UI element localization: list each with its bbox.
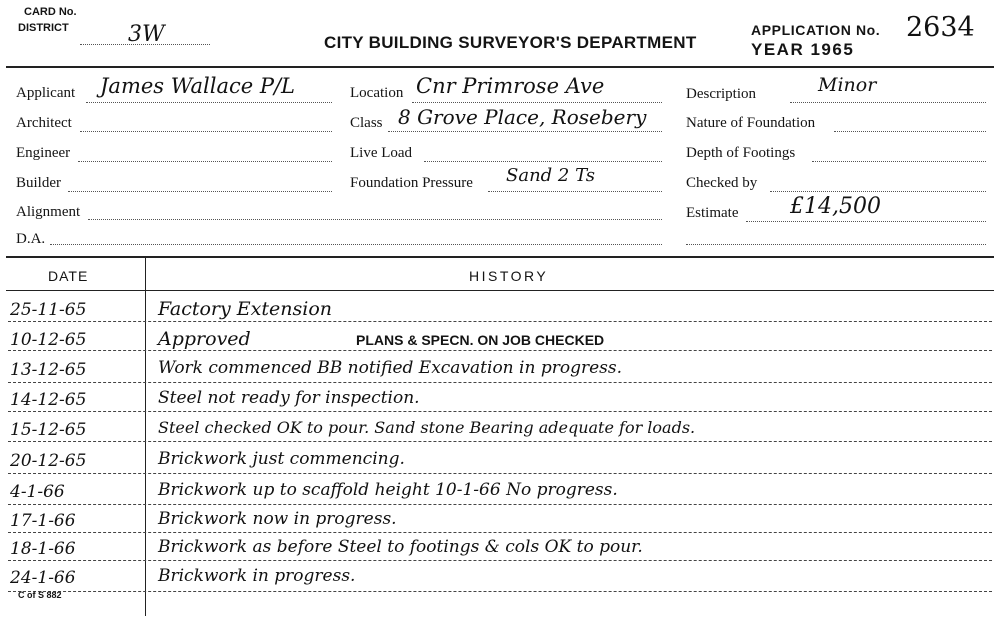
engineer-label: Engineer bbox=[16, 145, 71, 161]
class-value: 8 Grove Place, Rosebery bbox=[398, 105, 647, 129]
foundation-pressure-line bbox=[488, 191, 662, 192]
history-entry: Brickwork just commencing. bbox=[158, 449, 405, 469]
district-label: DISTRICT bbox=[18, 22, 69, 34]
application-number: 2634 bbox=[906, 12, 975, 43]
history-date: 14-12-65 bbox=[10, 390, 87, 410]
estimate-value: £14,500 bbox=[790, 194, 881, 219]
description-line bbox=[790, 102, 986, 103]
description-label: Description bbox=[686, 86, 756, 102]
right-blank-line bbox=[686, 244, 986, 245]
form-code: C of S 882 bbox=[18, 590, 62, 600]
history-date: 4-1-66 bbox=[10, 482, 65, 502]
history-date: 18-1-66 bbox=[10, 539, 76, 559]
history-date: 25-11-65 bbox=[10, 300, 87, 320]
year-label: YEAR 1965 bbox=[751, 40, 855, 59]
row-rule bbox=[8, 441, 992, 442]
date-column-header: DATE bbox=[48, 268, 89, 284]
foundation-pressure-label: Foundation Pressure bbox=[350, 175, 473, 191]
builder-line bbox=[68, 191, 332, 192]
row-rule bbox=[8, 382, 992, 383]
location-line bbox=[412, 102, 662, 103]
row-rule bbox=[8, 504, 992, 505]
district-value: 3W bbox=[128, 22, 165, 47]
applicant-line bbox=[86, 102, 332, 103]
row-rule bbox=[8, 411, 992, 412]
history-date: 24-1-66 bbox=[10, 568, 76, 588]
da-label: D.A. bbox=[16, 231, 46, 247]
checked-by-label: Checked by bbox=[686, 175, 758, 191]
row-rule bbox=[8, 560, 992, 561]
alignment-line bbox=[88, 219, 662, 220]
architect-line bbox=[80, 131, 332, 132]
applicant-label: Applicant bbox=[16, 85, 76, 101]
plans-checked-stamp: PLANS & SPECN. ON JOB CHECKED bbox=[356, 332, 605, 348]
history-column-header: HISTORY bbox=[469, 268, 549, 284]
builder-label: Builder bbox=[16, 175, 61, 191]
history-entry: Brickwork in progress. bbox=[158, 566, 356, 586]
engineer-line bbox=[78, 161, 332, 162]
live-load-line bbox=[424, 161, 662, 162]
class-label: Class bbox=[350, 115, 383, 131]
nature-of-foundation-label: Nature of Foundation bbox=[686, 115, 816, 131]
application-label: APPLICATION No. bbox=[751, 22, 881, 38]
row-rule bbox=[8, 473, 992, 474]
row-rule bbox=[8, 321, 992, 322]
description-value: Minor bbox=[818, 74, 877, 96]
history-date: 13-12-65 bbox=[10, 360, 87, 380]
history-date: 20-12-65 bbox=[10, 451, 87, 471]
foundation-pressure-value: Sand 2 Ts bbox=[506, 165, 596, 186]
history-entry: Brickwork now in progress. bbox=[158, 509, 397, 529]
header-divider bbox=[6, 66, 994, 68]
nature-of-foundation-line bbox=[834, 131, 986, 132]
class-line bbox=[388, 131, 662, 132]
history-entry: Approved bbox=[158, 328, 251, 350]
architect-label: Architect bbox=[16, 115, 72, 131]
estimate-line bbox=[746, 221, 986, 222]
card-no-label: CARD No. bbox=[24, 6, 77, 18]
history-entry: Steel not ready for inspection. bbox=[158, 388, 420, 408]
location-value: Cnr Primrose Ave bbox=[416, 74, 605, 98]
estimate-label: Estimate bbox=[686, 205, 739, 221]
alignment-label: Alignment bbox=[16, 204, 81, 220]
history-entry: Steel checked OK to pour. Sand stone Bearing adequate for loads. bbox=[158, 418, 696, 437]
history-date: 10-12-65 bbox=[10, 330, 87, 350]
applicant-value: James Wallace P/L bbox=[100, 74, 295, 98]
history-date: 17-1-66 bbox=[10, 511, 76, 531]
date-column-divider bbox=[145, 258, 146, 616]
live-load-label: Live Load bbox=[350, 145, 413, 161]
row-rule bbox=[8, 591, 992, 592]
depth-of-footings-line bbox=[812, 161, 986, 162]
department-title: CITY BUILDING SURVEYOR'S DEPARTMENT bbox=[324, 33, 697, 52]
depth-of-footings-label: Depth of Footings bbox=[686, 145, 796, 161]
location-label: Location bbox=[350, 85, 404, 101]
history-entry: Work commenced BB notified Excavation in progress. bbox=[158, 358, 622, 378]
da-line bbox=[50, 244, 662, 245]
history-entry: Brickwork up to scaffold height 10-1-66 No progress. bbox=[158, 480, 618, 500]
history-date: 15-12-65 bbox=[10, 420, 87, 440]
history-top-rule bbox=[6, 256, 994, 258]
row-rule bbox=[8, 350, 992, 351]
history-header-rule bbox=[6, 290, 994, 291]
row-rule bbox=[8, 532, 992, 533]
history-entry: Brickwork as before Steel to footings & cols OK to pour. bbox=[158, 537, 643, 557]
history-entry: Factory Extension bbox=[158, 298, 332, 320]
checked-by-line bbox=[770, 191, 986, 192]
